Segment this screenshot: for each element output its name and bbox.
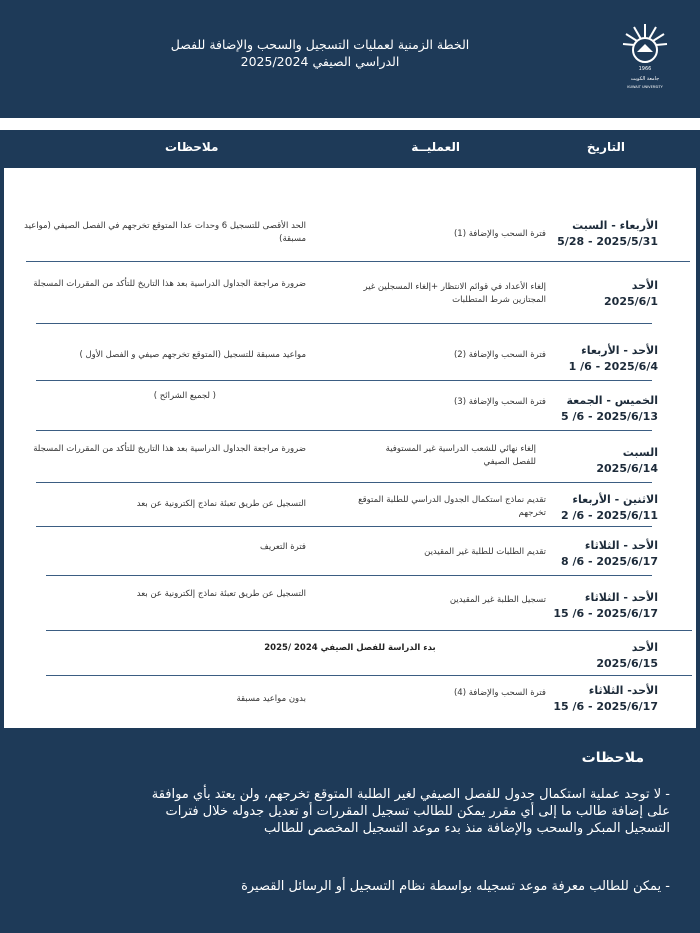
row-note: بدون مواعيد مسبقة	[236, 694, 306, 704]
col-date: التاريخ	[586, 140, 625, 154]
row-operation: فترة السحب والإضافة (4)	[453, 688, 546, 698]
row-date: الخميس - الجمعة 2025/6/13 - 6/ 5	[560, 394, 658, 423]
row-operation: إلغاء نهائي للشعب الدراسية غير المستوفية للفصل الصيفي	[385, 444, 536, 467]
page-title	[150, 36, 490, 70]
row-divider	[46, 575, 652, 576]
row-note: ضرورة مراجعة الجداول الدراسية بعد هذا التاريخ للتأكد من المقررات المسجلة	[33, 279, 306, 289]
row-note: فترة التعريف	[260, 542, 306, 552]
row-operation: فترة السحب والإضافة (3)	[453, 397, 546, 407]
row-date: السبت 2025/6/14	[596, 446, 658, 475]
col-operation: العمليــة	[411, 140, 460, 154]
note-item-2: - يمكن للطالب معرفة موعد تسجيله بواسطة نظام التسجيل أو الرسائل القصيرة	[241, 879, 670, 894]
row-divider	[36, 482, 652, 483]
logo-arabic: جامعة الكويت	[630, 76, 660, 82]
row-divider	[46, 675, 692, 676]
title-line-1: الخطة الزمنية لعمليات التسجيل والسحب والإضافة للفصل	[170, 37, 470, 52]
university-logo	[620, 18, 670, 98]
row-date: الأحد 2025/6/15	[596, 641, 658, 670]
row-operation: فترة السحب والإضافة (2)	[453, 350, 546, 360]
note-item-1: - لا توجد عملية استكمال جدول للفصل الصيفي لغير الطلبة المتوقع تخرجهم، ولن يعتد بأي موافقة على إضافة طالب ما إلى أي مقرر يمكن للطالب تسجيل المقررات أو تعديل جدوله خلال فترات التسجيل المبكر والسحب والإضافة منذ بدء موعد التسجيل المخصص للطالب	[151, 787, 670, 836]
column-header	[0, 130, 700, 168]
notes-title: ملاحظات	[581, 750, 644, 766]
header-separator	[0, 118, 700, 130]
row-note: مواعيد مسبقة للتسجيل (المتوقع تخرجهم صيفي و الفصل الأول )	[79, 350, 306, 360]
row-note: ضرورة مراجعة الجداول الدراسية بعد هذا التاريخ للتأكد من المقررات المسجلة	[33, 444, 306, 454]
row-date: الأحد- الثلاثاء 2025/6/17 - 6/ 15	[553, 684, 658, 713]
row-note: التسجيل عن طريق تعبئة نماذج إلكترونية عن بعد	[136, 499, 306, 509]
row-date: الأحد 2025/6/1	[604, 279, 658, 308]
row-operation: تقديم نماذج استكمال الجدول الدراسي للطلبة المتوقع تخرجهم	[358, 495, 546, 518]
row-operation: إلغاء الأعداد في قوائم الانتظار +إلغاء المسجلين غير المجتازين شرط المتطلبات	[363, 282, 546, 305]
row-date: الأحد - الثلاثاء 2025/6/17 - 6/ 8	[560, 539, 658, 568]
semester-start: بدء الدراسة للفصل الصيفي 2024 /2025	[264, 643, 436, 653]
row-date: الأحد - الأربعاء 2025/6/4 - 6/ 1	[568, 344, 658, 373]
row-date: الأربعاء - السبت 2025/5/31 - 5/28	[557, 219, 658, 248]
logo-year: 1966	[638, 66, 652, 72]
logo-english: KUWAIT UNIVERSITY	[627, 85, 663, 89]
row-date: الاثنين - الأربعاء 2025/6/11 - 6/ 2	[560, 493, 658, 522]
title-line-2: الدراسي الصيفي 2025/2024	[240, 54, 400, 69]
page-header	[0, 0, 700, 118]
notes-section	[0, 728, 700, 933]
col-notes: ملاحظات	[165, 140, 219, 154]
row-divider	[46, 630, 692, 631]
row-operation: تقديم الطلبات للطلبة غير المقيدين	[424, 547, 546, 557]
row-divider	[36, 380, 652, 381]
row-divider	[36, 430, 652, 431]
row-divider	[36, 526, 652, 527]
row-operation: فترة السحب والإضافة (1)	[453, 229, 546, 239]
row-note: الحد الأقصى للتسجيل 6 وحدات عدا المتوقع تخرجهم في الفصل الصيفي (مواعيد مسبقة)	[24, 221, 306, 244]
schedule-table	[4, 168, 696, 728]
row-divider	[26, 261, 690, 262]
row-note: التسجيل عن طريق تعبئة نماذج إلكترونية عن بعد	[136, 589, 306, 599]
row-note: ( لجميع الشرائح )	[153, 391, 216, 401]
row-operation: تسجيل الطلبة غير المقيدين	[449, 595, 546, 605]
row-date: الأحد - الثلاثاء 2025/6/17 - 6/ 15	[553, 591, 658, 620]
row-divider	[36, 323, 652, 324]
